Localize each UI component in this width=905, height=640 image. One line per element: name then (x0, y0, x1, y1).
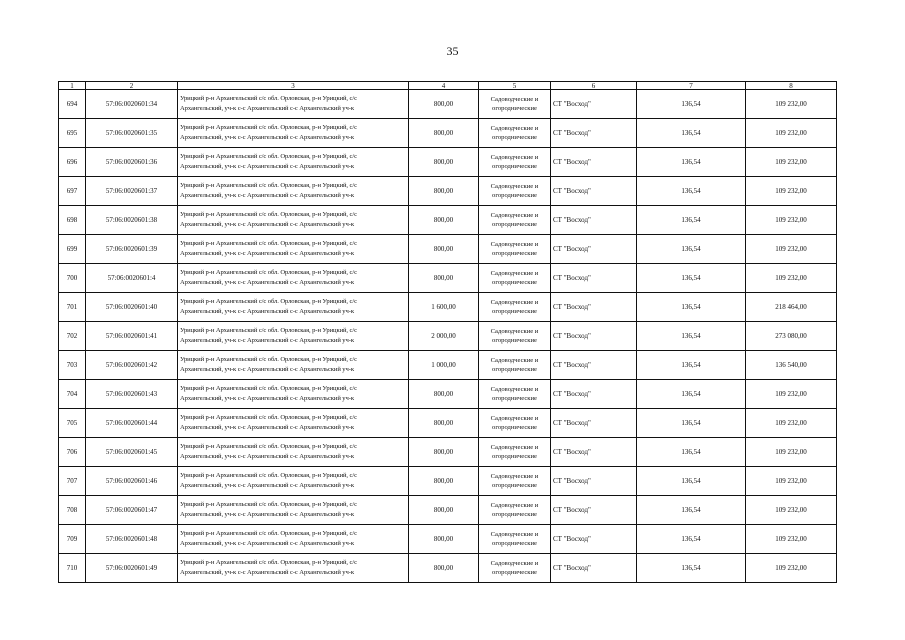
purpose-line: огороднические (492, 366, 537, 373)
purpose-line: Садоводческие и (490, 328, 539, 335)
table-row (59, 264, 837, 293)
owner-name: СТ "Восход" (551, 264, 637, 293)
purpose-line: огороднические (492, 395, 537, 402)
cadastral-value: 109 232,00 (746, 467, 837, 496)
area-value: 2 000,00 (409, 322, 479, 351)
purpose-cell (479, 206, 551, 235)
purpose-cell (479, 496, 551, 525)
address-line: Урицкий р-н Архангельский с/с обл. Орловская, р-н Урицкий, с/с (180, 559, 357, 566)
table-row (59, 554, 837, 583)
address-line: Урицкий р-н Архангельский с/с обл. Орловская, р-н Урицкий, с/с (180, 356, 357, 363)
owner-name: СТ "Восход" (551, 438, 637, 467)
area-value: 800,00 (409, 148, 479, 177)
address-line: Урицкий р-н Архангельский с/с обл. Орловская, р-н Урицкий, с/с (180, 211, 357, 218)
purpose-line: Садоводческие и (490, 154, 539, 161)
purpose-cell (479, 438, 551, 467)
area-value: 800,00 (409, 119, 479, 148)
address-line: Архангельский, уч-к с-с Архангельский с-с Архангельский уч-к (180, 192, 354, 199)
address-cell (178, 525, 409, 554)
purpose-line: огороднические (492, 424, 537, 431)
owner-name: СТ "Восход" (551, 525, 637, 554)
area-value: 1 600,00 (409, 293, 479, 322)
column-number: 6 (551, 82, 637, 90)
address-line: Архангельский, уч-к с-с Архангельский с-с Архангельский уч-к (180, 366, 354, 373)
owner-name: СТ "Восход" (551, 380, 637, 409)
purpose-line: огороднические (492, 337, 537, 344)
purpose-line: Садоводческие и (490, 241, 539, 248)
address-line: Архангельский, уч-к с-с Архангельский с-с Архангельский уч-к (180, 511, 354, 518)
area-value: 800,00 (409, 496, 479, 525)
address-cell (178, 409, 409, 438)
cadastral-value: 109 232,00 (746, 235, 837, 264)
area-value: 800,00 (409, 177, 479, 206)
area-value: 800,00 (409, 525, 479, 554)
row-number: 710 (59, 554, 86, 583)
address-cell (178, 119, 409, 148)
address-line: Архангельский, уч-к с-с Архангельский с-с Архангельский уч-к (180, 308, 354, 315)
area-value: 800,00 (409, 264, 479, 293)
purpose-line: огороднические (492, 250, 537, 257)
table-row (59, 322, 837, 351)
owner-name: СТ "Восход" (551, 496, 637, 525)
cadastral-value: 218 464,00 (746, 293, 837, 322)
address-cell (178, 264, 409, 293)
purpose-cell (479, 90, 551, 119)
cadastral-number: 57:06:0020601:35 (86, 119, 178, 148)
purpose-line: Садоводческие и (490, 125, 539, 132)
table-row (59, 380, 837, 409)
address-line: Архангельский, уч-к с-с Архангельский с-с Архангельский уч-к (180, 105, 354, 112)
purpose-line: Садоводческие и (490, 96, 539, 103)
rate-value: 136,54 (637, 235, 746, 264)
table-row (59, 496, 837, 525)
purpose-cell (479, 554, 551, 583)
purpose-line: Садоводческие и (490, 357, 539, 364)
column-number: 1 (59, 82, 86, 90)
address-line: Урицкий р-н Архангельский с/с обл. Орловская, р-н Урицкий, с/с (180, 414, 357, 421)
purpose-line: Садоводческие и (490, 444, 539, 451)
cadastral-value: 109 232,00 (746, 554, 837, 583)
column-number: 5 (479, 82, 551, 90)
area-value: 800,00 (409, 409, 479, 438)
purpose-cell (479, 235, 551, 264)
row-number: 699 (59, 235, 86, 264)
address-line: Архангельский, уч-к с-с Архангельский с-с Архангельский уч-к (180, 453, 354, 460)
purpose-line: огороднические (492, 569, 537, 576)
owner-name: СТ "Восход" (551, 148, 637, 177)
address-line: Урицкий р-н Архангельский с/с обл. Орловская, р-н Урицкий, с/с (180, 153, 357, 160)
cadastral-value: 273 080,00 (746, 322, 837, 351)
address-cell (178, 380, 409, 409)
purpose-line: огороднические (492, 221, 537, 228)
cadastral-value: 109 232,00 (746, 525, 837, 554)
rate-value: 136,54 (637, 90, 746, 119)
address-line: Урицкий р-н Архангельский с/с обл. Орловская, р-н Урицкий, с/с (180, 269, 357, 276)
address-cell (178, 322, 409, 351)
cadastral-number: 57:06:0020601:4 (86, 264, 178, 293)
table-row (59, 351, 837, 380)
purpose-line: огороднические (492, 308, 537, 315)
area-value: 800,00 (409, 380, 479, 409)
table-row (59, 467, 837, 496)
purpose-line: Садоводческие и (490, 270, 539, 277)
row-number: 708 (59, 496, 86, 525)
row-number: 696 (59, 148, 86, 177)
rate-value: 136,54 (637, 206, 746, 235)
purpose-cell (479, 380, 551, 409)
address-line: Архангельский, уч-к с-с Архангельский с-с Архангельский уч-к (180, 482, 354, 489)
address-line: Урицкий р-н Архангельский с/с обл. Орловская, р-н Урицкий, с/с (180, 298, 357, 305)
cadastral-number: 57:06:0020601:48 (86, 525, 178, 554)
area-value: 1 000,00 (409, 351, 479, 380)
purpose-line: Садоводческие и (490, 212, 539, 219)
table-row (59, 90, 837, 119)
row-number: 702 (59, 322, 86, 351)
address-line: Архангельский, уч-к с-с Архангельский с-с Архангельский уч-к (180, 569, 354, 576)
purpose-line: огороднические (492, 192, 537, 199)
table-row (59, 235, 837, 264)
address-cell (178, 496, 409, 525)
page-number: 35 (446, 44, 459, 58)
purpose-line: Садоводческие и (490, 299, 539, 306)
address-cell (178, 206, 409, 235)
row-number: 701 (59, 293, 86, 322)
purpose-cell (479, 177, 551, 206)
row-number: 694 (59, 90, 86, 119)
address-line: Архангельский, уч-к с-с Архангельский с-с Архангельский уч-к (180, 337, 354, 344)
land-plots-table (58, 81, 837, 583)
purpose-line: Садоводческие и (490, 386, 539, 393)
cadastral-value: 109 232,00 (746, 90, 837, 119)
rate-value: 136,54 (637, 496, 746, 525)
purpose-cell (479, 293, 551, 322)
address-line: Архангельский, уч-к с-с Архангельский с-с Архангельский уч-к (180, 163, 354, 170)
cadastral-number: 57:06:0020601:43 (86, 380, 178, 409)
cadastral-value: 109 232,00 (746, 264, 837, 293)
rate-value: 136,54 (637, 293, 746, 322)
rate-value: 136,54 (637, 322, 746, 351)
address-line: Урицкий р-н Архангельский с/с обл. Орловская, р-н Урицкий, с/с (180, 443, 357, 450)
address-line: Урицкий р-н Архангельский с/с обл. Орловская, р-н Урицкий, с/с (180, 472, 357, 479)
address-cell (178, 438, 409, 467)
address-line: Урицкий р-н Архангельский с/с обл. Орловская, р-н Урицкий, с/с (180, 95, 357, 102)
purpose-line: огороднические (492, 482, 537, 489)
area-value: 800,00 (409, 90, 479, 119)
cadastral-value: 109 232,00 (746, 119, 837, 148)
purpose-cell (479, 119, 551, 148)
purpose-cell (479, 322, 551, 351)
row-number: 698 (59, 206, 86, 235)
row-number: 704 (59, 380, 86, 409)
rate-value: 136,54 (637, 177, 746, 206)
cadastral-value: 109 232,00 (746, 380, 837, 409)
address-line: Архангельский, уч-к с-с Архангельский с-с Архангельский уч-к (180, 540, 354, 547)
rate-value: 136,54 (637, 380, 746, 409)
purpose-line: Садоводческие и (490, 531, 539, 538)
owner-name: СТ "Восход" (551, 409, 637, 438)
rate-value: 136,54 (637, 148, 746, 177)
purpose-cell (479, 467, 551, 496)
owner-name: СТ "Восход" (551, 467, 637, 496)
column-number: 4 (409, 82, 479, 90)
table-row (59, 438, 837, 467)
table-row (59, 293, 837, 322)
purpose-line: огороднические (492, 279, 537, 286)
owner-name: СТ "Восход" (551, 293, 637, 322)
address-cell (178, 351, 409, 380)
cadastral-number: 57:06:0020601:36 (86, 148, 178, 177)
purpose-line: огороднические (492, 163, 537, 170)
row-number: 709 (59, 525, 86, 554)
rate-value: 136,54 (637, 554, 746, 583)
column-number: 8 (746, 82, 837, 90)
purpose-cell (479, 148, 551, 177)
cadastral-value: 109 232,00 (746, 206, 837, 235)
row-number: 706 (59, 438, 86, 467)
address-line: Архангельский, уч-к с-с Архангельский с-с Архангельский уч-к (180, 395, 354, 402)
address-line: Урицкий р-н Архангельский с/с обл. Орловская, р-н Урицкий, с/с (180, 385, 357, 392)
address-cell (178, 235, 409, 264)
row-number: 705 (59, 409, 86, 438)
area-value: 800,00 (409, 438, 479, 467)
purpose-line: огороднические (492, 511, 537, 518)
address-line: Урицкий р-н Архангельский с/с обл. Орловская, р-н Урицкий, с/с (180, 182, 357, 189)
table-row (59, 177, 837, 206)
purpose-cell (479, 525, 551, 554)
purpose-line: Садоводческие и (490, 560, 539, 567)
address-cell (178, 90, 409, 119)
rate-value: 136,54 (637, 119, 746, 148)
cadastral-number: 57:06:0020601:42 (86, 351, 178, 380)
area-value: 800,00 (409, 206, 479, 235)
cadastral-number: 57:06:0020601:38 (86, 206, 178, 235)
column-number-row (59, 82, 837, 90)
table-row (59, 206, 837, 235)
purpose-line: Садоводческие и (490, 473, 539, 480)
row-number: 703 (59, 351, 86, 380)
purpose-cell (479, 409, 551, 438)
owner-name: СТ "Восход" (551, 206, 637, 235)
rate-value: 136,54 (637, 438, 746, 467)
cadastral-value: 109 232,00 (746, 177, 837, 206)
address-line: Урицкий р-н Архангельский с/с обл. Орловская, р-н Урицкий, с/с (180, 240, 357, 247)
owner-name: СТ "Восход" (551, 90, 637, 119)
column-number: 2 (86, 82, 178, 90)
cadastral-value: 109 232,00 (746, 409, 837, 438)
address-line: Архангельский, уч-к с-с Архангельский с-с Архангельский уч-к (180, 279, 354, 286)
row-number: 707 (59, 467, 86, 496)
row-number: 695 (59, 119, 86, 148)
rate-value: 136,54 (637, 351, 746, 380)
address-line: Архангельский, уч-к с-с Архангельский с-с Архангельский уч-к (180, 134, 354, 141)
table-row (59, 525, 837, 554)
column-number: 3 (178, 82, 409, 90)
cadastral-number: 57:06:0020601:39 (86, 235, 178, 264)
cadastral-number: 57:06:0020601:41 (86, 322, 178, 351)
row-number: 697 (59, 177, 86, 206)
address-line: Архангельский, уч-к с-с Архангельский с-с Архангельский уч-к (180, 221, 354, 228)
purpose-line: огороднические (492, 134, 537, 141)
purpose-cell (479, 264, 551, 293)
address-line: Урицкий р-н Архангельский с/с обл. Орловская, р-н Урицкий, с/с (180, 530, 357, 537)
purpose-cell (479, 351, 551, 380)
rate-value: 136,54 (637, 409, 746, 438)
cadastral-number: 57:06:0020601:46 (86, 467, 178, 496)
rate-value: 136,54 (637, 525, 746, 554)
area-value: 800,00 (409, 235, 479, 264)
cadastral-number: 57:06:0020601:49 (86, 554, 178, 583)
rate-value: 136,54 (637, 467, 746, 496)
purpose-line: Садоводческие и (490, 415, 539, 422)
rate-value: 136,54 (637, 264, 746, 293)
owner-name: СТ "Восход" (551, 177, 637, 206)
owner-name: СТ "Восход" (551, 322, 637, 351)
address-line: Архангельский, уч-к с-с Архангельский с-с Архангельский уч-к (180, 250, 354, 257)
cadastral-number: 57:06:0020601:37 (86, 177, 178, 206)
owner-name: СТ "Восход" (551, 554, 637, 583)
cadastral-value: 136 540,00 (746, 351, 837, 380)
address-cell (178, 554, 409, 583)
cadastral-number: 57:06:0020601:47 (86, 496, 178, 525)
purpose-line: Садоводческие и (490, 183, 539, 190)
row-number: 700 (59, 264, 86, 293)
cadastral-value: 109 232,00 (746, 496, 837, 525)
cadastral-value: 109 232,00 (746, 438, 837, 467)
table-row (59, 409, 837, 438)
purpose-line: огороднические (492, 105, 537, 112)
address-line: Архангельский, уч-к с-с Архангельский с-с Архангельский уч-к (180, 424, 354, 431)
cadastral-value: 109 232,00 (746, 148, 837, 177)
owner-name: СТ "Восход" (551, 119, 637, 148)
cadastral-number: 57:06:0020601:40 (86, 293, 178, 322)
area-value: 800,00 (409, 467, 479, 496)
cadastral-number: 57:06:0020601:34 (86, 90, 178, 119)
table-row (59, 148, 837, 177)
owner-name: СТ "Восход" (551, 235, 637, 264)
address-cell (178, 467, 409, 496)
table-row (59, 119, 837, 148)
address-line: Урицкий р-н Архангельский с/с обл. Орловская, р-н Урицкий, с/с (180, 327, 357, 334)
address-line: Урицкий р-н Архангельский с/с обл. Орловская, р-н Урицкий, с/с (180, 501, 357, 508)
cadastral-number: 57:06:0020601:45 (86, 438, 178, 467)
purpose-line: огороднические (492, 453, 537, 460)
address-line: Урицкий р-н Архангельский с/с обл. Орловская, р-н Урицкий, с/с (180, 124, 357, 131)
address-cell (178, 177, 409, 206)
purpose-line: Садоводческие и (490, 502, 539, 509)
owner-name: СТ "Восход" (551, 351, 637, 380)
address-cell (178, 148, 409, 177)
cadastral-number: 57:06:0020601:44 (86, 409, 178, 438)
column-number: 7 (637, 82, 746, 90)
purpose-line: огороднические (492, 540, 537, 547)
address-cell (178, 293, 409, 322)
area-value: 800,00 (409, 554, 479, 583)
